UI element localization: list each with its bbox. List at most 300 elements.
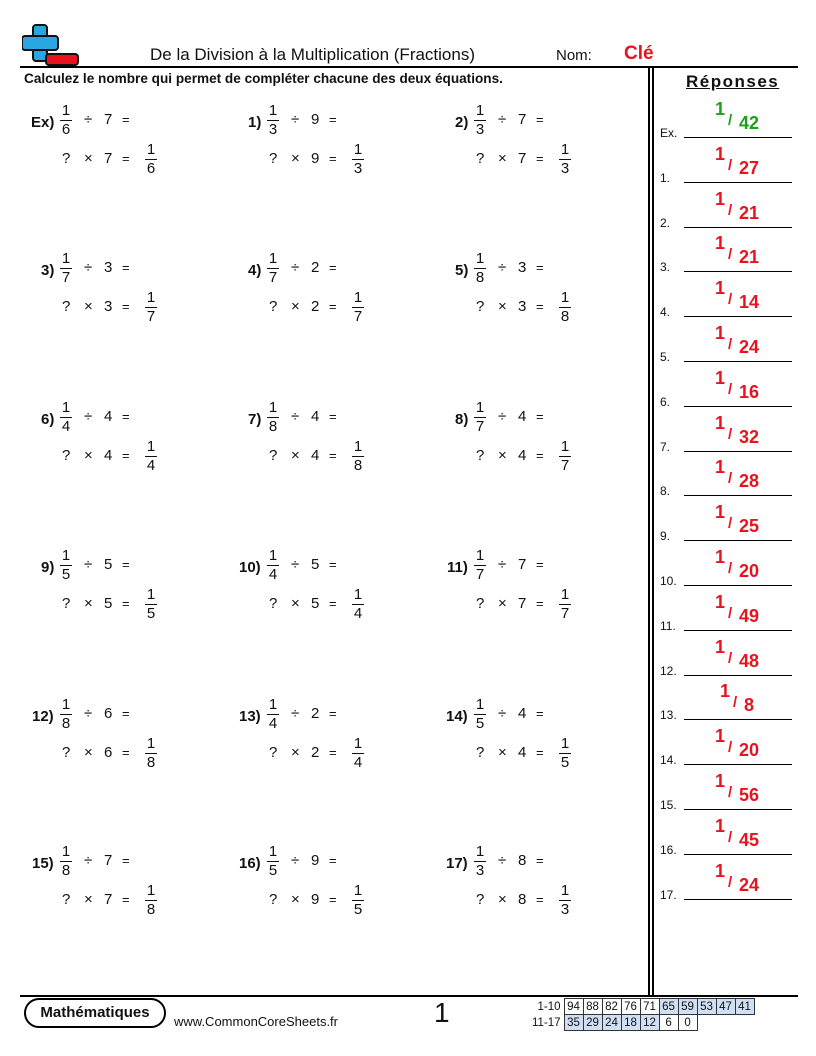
answer-row xyxy=(660,543,795,588)
score-grid xyxy=(530,998,755,1031)
times-sign: × xyxy=(498,447,507,464)
answer-number: 8. xyxy=(660,484,671,499)
fraction-numerator: 1 xyxy=(61,843,71,860)
problem-label: 1) xyxy=(248,114,262,131)
times-sign: × xyxy=(84,595,93,612)
score-cell: 0 xyxy=(678,1015,697,1031)
divide-sign: ÷ xyxy=(498,705,507,722)
fraction-numerator: 1 xyxy=(560,289,570,306)
answer-slash: / xyxy=(728,425,733,443)
problem-item xyxy=(447,545,672,655)
answer-denominator: 21 xyxy=(739,202,760,223)
answer-row xyxy=(660,453,795,498)
fraction-denominator: 4 xyxy=(353,605,363,622)
problem-label: 4) xyxy=(248,262,262,279)
multiplier: 2 xyxy=(311,298,320,315)
result-fraction xyxy=(558,141,572,178)
equals-sign: = xyxy=(329,853,337,868)
dividend-fraction xyxy=(266,250,280,287)
fraction-denominator: 3 xyxy=(560,160,570,177)
problem-label: 12) xyxy=(32,708,54,725)
times-sign: × xyxy=(498,595,507,612)
fraction-denominator: 7 xyxy=(268,269,278,286)
divide-sign: ÷ xyxy=(498,111,507,128)
score-row xyxy=(530,1015,754,1031)
score-cell: 65 xyxy=(659,999,678,1015)
fraction-numerator: 1 xyxy=(560,882,570,899)
fraction-denominator: 8 xyxy=(146,901,156,918)
dividend-fraction xyxy=(59,250,73,287)
unknown-mark: ? xyxy=(476,298,485,315)
times-sign: × xyxy=(84,298,93,315)
result-fraction xyxy=(144,141,158,178)
fraction-denominator: 3 xyxy=(560,901,570,918)
unknown-mark: ? xyxy=(269,447,278,464)
answer-line xyxy=(684,406,792,407)
answer-row xyxy=(660,722,795,767)
answer-numerator: 1 xyxy=(715,726,726,747)
name-value: Clé xyxy=(624,43,654,64)
equals-sign: = xyxy=(329,745,337,760)
unknown-mark: ? xyxy=(62,744,71,761)
dividend-fraction xyxy=(266,547,280,584)
problem-label: 7) xyxy=(248,411,262,428)
fraction-numerator: 1 xyxy=(146,735,156,752)
problem-item xyxy=(41,397,258,507)
fraction-denominator: 4 xyxy=(353,754,363,771)
score-row-label: 11-17 xyxy=(532,1016,561,1029)
fraction-numerator: 1 xyxy=(146,586,156,603)
header-rule xyxy=(20,66,798,68)
fraction-denominator: 8 xyxy=(353,457,363,474)
fraction-numerator: 1 xyxy=(475,843,485,860)
problem-label: 6) xyxy=(41,411,55,428)
dividend-fraction xyxy=(266,843,280,880)
fraction-numerator: 1 xyxy=(475,547,485,564)
unknown-mark: ? xyxy=(476,891,485,908)
answer-line xyxy=(684,764,792,765)
times-sign: × xyxy=(291,298,300,315)
answer-row xyxy=(660,140,795,185)
result-fraction xyxy=(351,289,365,326)
multiplier: 4 xyxy=(518,447,527,464)
fraction-numerator: 1 xyxy=(353,141,363,158)
answer-numerator: 1 xyxy=(715,99,726,119)
problem-item xyxy=(446,694,672,804)
score-cell: 35 xyxy=(564,1015,583,1031)
answer-row xyxy=(660,409,795,454)
answer-slash: / xyxy=(728,380,733,398)
result-fraction xyxy=(558,882,572,919)
fraction-denominator: 8 xyxy=(560,308,570,325)
answer-numerator: 1 xyxy=(715,815,726,836)
fraction-denominator: 3 xyxy=(353,160,363,177)
answer-slash: / xyxy=(728,201,733,219)
answer-denominator: 48 xyxy=(739,650,760,671)
fraction-denominator: 7 xyxy=(560,457,570,474)
fraction-denominator: 5 xyxy=(560,754,570,771)
score-cell: 71 xyxy=(640,999,659,1015)
fraction-denominator: 7 xyxy=(146,308,156,325)
result-fraction xyxy=(558,438,572,475)
equals-sign: = xyxy=(329,596,337,611)
divide-sign: ÷ xyxy=(498,556,507,573)
dividend-fraction xyxy=(473,696,487,733)
equals-sign: = xyxy=(536,299,544,314)
equals-sign: = xyxy=(122,448,130,463)
fraction-numerator: 1 xyxy=(560,586,570,603)
divide-sign: ÷ xyxy=(84,705,93,722)
multiplier: 3 xyxy=(518,298,527,315)
divisor: 4 xyxy=(104,408,113,425)
dividend-fraction xyxy=(59,102,73,139)
times-sign: × xyxy=(84,744,93,761)
answer-row xyxy=(660,498,795,543)
answer-line xyxy=(684,719,792,720)
times-sign: × xyxy=(498,150,507,167)
divisor: 6 xyxy=(104,705,113,722)
fraction-numerator: 1 xyxy=(146,289,156,306)
score-cell: 18 xyxy=(621,1015,640,1031)
answer-numerator: 1 xyxy=(715,860,726,881)
divide-sign: ÷ xyxy=(84,852,93,869)
dividend-fraction xyxy=(473,102,487,139)
answer-slash: / xyxy=(728,784,733,801)
answer-slash: / xyxy=(728,739,733,757)
answer-line xyxy=(684,451,792,452)
answer-line xyxy=(684,495,792,496)
divide-sign: ÷ xyxy=(291,408,300,425)
answer-denominator: 42 xyxy=(739,113,760,133)
fraction-denominator: 4 xyxy=(146,457,156,474)
answer-numerator: 1 xyxy=(715,143,726,164)
problem-item xyxy=(455,394,672,507)
answer-row xyxy=(660,677,795,722)
fraction-denominator: 3 xyxy=(475,121,485,138)
problem-label: 8) xyxy=(455,411,469,428)
fraction-denominator: 6 xyxy=(146,160,156,177)
score-cell: 29 xyxy=(583,1015,602,1031)
result-fraction xyxy=(144,438,158,475)
times-sign: × xyxy=(498,744,507,761)
multiplier: 7 xyxy=(518,150,527,167)
fraction-numerator: 1 xyxy=(475,696,485,713)
equals-sign: = xyxy=(536,151,544,166)
fraction-numerator: 1 xyxy=(560,438,570,455)
answer-numerator: 1 xyxy=(715,367,726,388)
answer-slash: / xyxy=(728,470,733,488)
divisor: 7 xyxy=(518,556,527,573)
problem-item xyxy=(239,694,465,804)
answer-numerator: 1 xyxy=(715,323,726,343)
answer-numerator: 1 xyxy=(715,278,726,299)
times-sign: × xyxy=(291,891,300,908)
multiplier: 5 xyxy=(104,595,113,612)
equals-sign: = xyxy=(122,853,130,868)
equals-sign: = xyxy=(536,112,544,127)
answers-title: Réponses xyxy=(686,72,780,91)
problem-item xyxy=(455,248,672,358)
answer-denominator: 21 xyxy=(739,247,760,268)
answer-denominator: 16 xyxy=(739,381,760,402)
fraction-denominator: 5 xyxy=(353,901,363,918)
answer-denominator: 27 xyxy=(739,157,760,178)
answer-slash: / xyxy=(733,694,738,712)
equals-sign: = xyxy=(329,892,337,907)
result-fraction xyxy=(351,882,365,919)
answer-number: 9. xyxy=(660,529,671,544)
multiplier: 7 xyxy=(104,891,113,908)
equals-sign: = xyxy=(122,596,130,611)
multiplier: 9 xyxy=(311,150,320,167)
score-row-label: 1-10 xyxy=(537,1000,561,1013)
times-sign: × xyxy=(498,891,507,908)
answer-row xyxy=(660,185,795,230)
divide-sign: ÷ xyxy=(498,408,507,425)
divide-sign: ÷ xyxy=(291,705,300,722)
multiplier: 9 xyxy=(311,891,320,908)
problem-item xyxy=(239,841,465,951)
answer-denominator: 8 xyxy=(744,695,755,716)
problem-label: 16) xyxy=(239,855,261,872)
unknown-mark: ? xyxy=(269,298,278,315)
multiplier: 5 xyxy=(311,595,320,612)
equals-sign: = xyxy=(329,151,337,166)
divide-sign: ÷ xyxy=(291,556,300,573)
answer-denominator: 20 xyxy=(739,561,760,581)
unknown-mark: ? xyxy=(476,744,485,761)
answer-line xyxy=(684,585,792,586)
site-url: www.CommonCoreSheets.fr xyxy=(174,1014,338,1029)
fraction-numerator: 1 xyxy=(475,102,485,119)
equals-sign: = xyxy=(329,260,337,275)
result-fraction xyxy=(144,289,158,326)
answer-line xyxy=(684,316,792,317)
fraction-denominator: 4 xyxy=(268,715,278,732)
answer-denominator: 20 xyxy=(739,740,760,761)
answer-row xyxy=(660,857,795,902)
score-cell: 82 xyxy=(602,999,621,1015)
dividend-fraction xyxy=(473,547,487,584)
multiplier: 4 xyxy=(311,447,320,464)
score-cell: 41 xyxy=(735,999,754,1015)
answer-denominator: 45 xyxy=(739,829,760,850)
page-number: 1 xyxy=(434,997,450,1028)
fraction-denominator: 5 xyxy=(146,605,156,622)
equals-sign: = xyxy=(329,557,337,572)
answer-denominator: 32 xyxy=(739,426,760,447)
divisor: 4 xyxy=(518,705,527,722)
answer-number: 3. xyxy=(660,260,671,275)
fraction-numerator: 1 xyxy=(61,547,71,564)
problem-label: 14) xyxy=(446,708,468,725)
problem-label: 9) xyxy=(41,559,55,576)
answer-number: 7. xyxy=(660,439,671,454)
answer-numerator: 1 xyxy=(720,681,731,702)
dividend-fraction xyxy=(59,547,73,584)
problem-label: 2) xyxy=(455,114,469,131)
answer-number: 4. xyxy=(660,305,671,320)
fraction-denominator: 8 xyxy=(61,715,71,732)
answer-denominator: 28 xyxy=(739,471,760,492)
fraction-numerator: 1 xyxy=(268,696,278,713)
instructions: Calculez le nombre qui permet de compléter chacune des deux équations. xyxy=(24,71,503,86)
times-sign: × xyxy=(498,298,507,315)
fraction-denominator: 5 xyxy=(61,566,71,583)
equals-sign: = xyxy=(122,409,130,424)
result-fraction xyxy=(558,735,572,772)
answer-row xyxy=(660,633,795,678)
fraction-numerator: 1 xyxy=(353,586,363,603)
equals-sign: = xyxy=(329,448,337,463)
unknown-mark: ? xyxy=(62,891,71,908)
problem-label: 5) xyxy=(455,262,469,279)
problem-item xyxy=(32,694,258,804)
result-fraction xyxy=(351,141,365,178)
answer-number: 5. xyxy=(660,350,671,364)
answer-row xyxy=(660,588,795,633)
divisor: 7 xyxy=(104,111,113,128)
fraction-denominator: 8 xyxy=(61,862,71,879)
fraction-denominator: 7 xyxy=(61,269,71,286)
answer-number: 17. xyxy=(660,887,677,902)
footer-rule xyxy=(20,995,798,997)
answer-slash: / xyxy=(728,828,733,846)
answer-number: Ex. xyxy=(660,126,678,140)
divisor: 5 xyxy=(104,556,113,573)
divide-sign: ÷ xyxy=(498,852,507,869)
score-cell: 47 xyxy=(716,999,735,1015)
score-cell: 24 xyxy=(602,1015,621,1031)
fraction-denominator: 3 xyxy=(268,121,278,138)
equals-sign: = xyxy=(122,260,130,275)
times-sign: × xyxy=(291,744,300,761)
answer-numerator: 1 xyxy=(715,233,726,254)
result-fraction xyxy=(558,586,572,623)
subject-badge: Mathématiques xyxy=(24,998,166,1028)
problem-label: 11) xyxy=(447,559,468,576)
answer-line xyxy=(684,854,792,855)
answer-row xyxy=(660,319,795,364)
divide-sign: ÷ xyxy=(498,259,507,276)
answer-numerator: 1 xyxy=(715,188,726,209)
dividend-fraction xyxy=(473,250,487,287)
unknown-mark: ? xyxy=(62,298,71,315)
answer-line xyxy=(684,137,792,138)
worksheet-title: De la Division à la Multiplication (Fractions) xyxy=(150,45,476,64)
answer-numerator: 1 xyxy=(715,457,726,478)
divisor: 2 xyxy=(311,705,320,722)
answer-slash: / xyxy=(728,156,733,174)
divisor: 9 xyxy=(311,852,320,869)
answer-row xyxy=(660,812,795,857)
score-cell: 12 xyxy=(640,1015,659,1031)
fraction-denominator: 6 xyxy=(61,121,71,138)
problem-label: Ex) xyxy=(31,114,55,131)
problem-item xyxy=(248,248,465,358)
result-fraction xyxy=(351,586,365,623)
answer-line xyxy=(684,675,792,676)
answer-slash: / xyxy=(728,246,733,264)
answer-slash: / xyxy=(728,604,733,622)
answer-number: 16. xyxy=(660,842,677,857)
answer-line xyxy=(684,271,792,272)
result-fraction xyxy=(144,586,158,623)
fraction-denominator: 5 xyxy=(475,715,485,732)
answer-numerator: 1 xyxy=(715,636,726,657)
times-sign: × xyxy=(84,447,93,464)
answer-number: 2. xyxy=(660,215,671,230)
fraction-denominator: 7 xyxy=(475,418,485,435)
answer-slash: / xyxy=(728,515,733,533)
multiplier: 4 xyxy=(104,447,113,464)
divide-sign: ÷ xyxy=(84,408,93,425)
fraction-numerator: 1 xyxy=(146,882,156,899)
equals-sign: = xyxy=(122,151,130,166)
unknown-mark: ? xyxy=(269,150,278,167)
equals-sign: = xyxy=(329,706,337,721)
divide-sign: ÷ xyxy=(84,259,93,276)
equals-sign: = xyxy=(536,260,544,275)
fraction-denominator: 7 xyxy=(353,308,363,325)
plus-minus-logo-icon xyxy=(22,22,80,68)
dividend-fraction xyxy=(59,696,73,733)
fraction-denominator: 7 xyxy=(475,566,485,583)
multiplier: 3 xyxy=(104,298,113,315)
equals-sign: = xyxy=(122,745,130,760)
answer-number: 11. xyxy=(660,618,676,633)
fraction-denominator: 5 xyxy=(268,862,278,879)
result-fraction xyxy=(351,438,365,475)
divide-sign: ÷ xyxy=(84,556,93,573)
divide-sign: ÷ xyxy=(291,259,300,276)
fraction-numerator: 1 xyxy=(353,289,363,306)
problem-item xyxy=(248,100,465,210)
fraction-denominator: 8 xyxy=(268,418,278,435)
answer-line xyxy=(684,540,792,541)
answer-number: 12. xyxy=(660,663,677,678)
multiplier: 2 xyxy=(311,744,320,761)
answer-slash: / xyxy=(728,873,733,891)
answer-row xyxy=(660,767,795,812)
answer-line xyxy=(684,361,792,362)
score-cell: 6 xyxy=(659,1015,678,1031)
answer-number: 6. xyxy=(660,394,671,409)
answer-denominator: 25 xyxy=(739,516,760,537)
score-cell: 76 xyxy=(621,999,640,1015)
unknown-mark: ? xyxy=(62,150,71,167)
equals-sign: = xyxy=(536,745,544,760)
fraction-numerator: 1 xyxy=(268,843,278,860)
answer-numerator: 1 xyxy=(715,591,726,612)
times-sign: × xyxy=(84,150,93,167)
fraction-numerator: 1 xyxy=(268,547,278,564)
answer-denominator: 24 xyxy=(739,874,760,895)
dividend-fraction xyxy=(59,843,73,880)
equals-sign: = xyxy=(122,112,130,127)
answer-line xyxy=(684,630,792,631)
equals-sign: = xyxy=(536,892,544,907)
answer-denominator: 14 xyxy=(739,292,760,313)
unknown-mark: ? xyxy=(476,150,485,167)
divisor: 5 xyxy=(311,556,320,573)
dividend-fraction xyxy=(266,696,280,733)
equals-sign: = xyxy=(536,853,544,868)
answer-number: 15. xyxy=(660,798,677,812)
fraction-numerator: 1 xyxy=(61,399,71,416)
result-fraction xyxy=(144,882,158,919)
equals-sign: = xyxy=(536,706,544,721)
